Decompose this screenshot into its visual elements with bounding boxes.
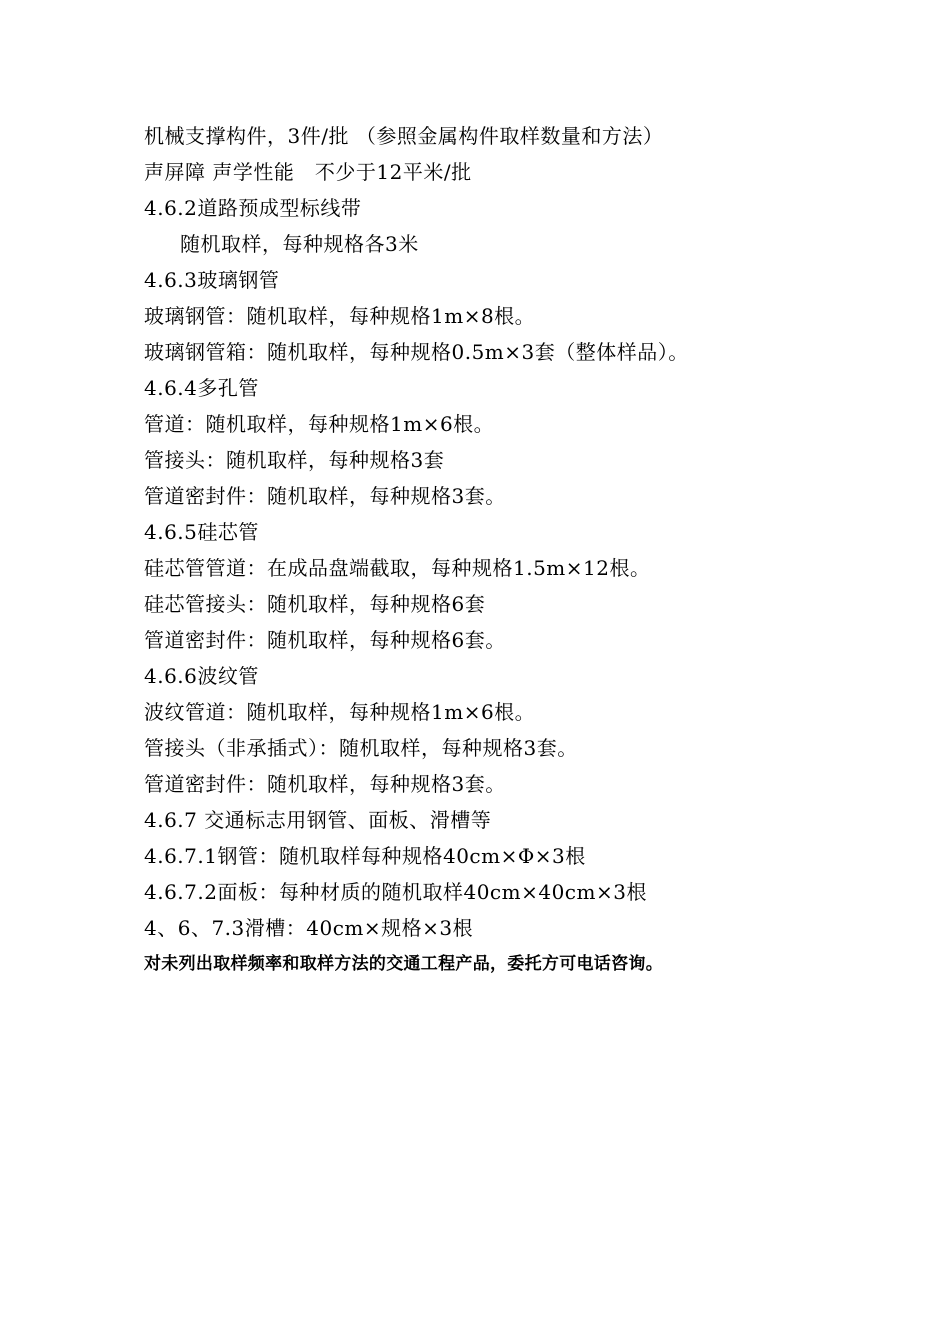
text-line-frp-pipe: 玻璃钢管：随机取样，每种规格1m×8根。: [144, 304, 536, 328]
section-heading-4-6-3: 4.6.3玻璃钢管: [144, 268, 280, 292]
section-heading-4-6-2: 4.6.2道路预成型标线带: [144, 196, 362, 220]
text-line-panel: 4.6.7.2面板：每种材质的随机取样40cm×40cm×3根: [144, 880, 647, 904]
text-line-sound-barrier: 声屏障 声学性能 不少于12平米/批: [144, 160, 472, 184]
text-line-consultation-note: 对未列出取样频率和取样方法的交通工程产品，委托方可电话咨询。: [144, 954, 663, 974]
text-line-steel-pipe: 4.6.7.1钢管：随机取样每种规格40cm×Φ×3根: [144, 844, 586, 868]
text-line-silicon-core-seal: 管道密封件：随机取样，每种规格6套。: [144, 628, 506, 652]
text-line-silicon-core-pipe: 硅芯管管道：在成品盘端截取，每种规格1.5m×12根。: [144, 556, 651, 580]
section-heading-4-6-7: 4.6.7 交通标志用钢管、面板、滑槽等: [144, 808, 492, 832]
text-line-corrugated-pipe: 波纹管道：随机取样，每种规格1m×6根。: [144, 700, 536, 724]
document-body: [144, 118, 904, 982]
section-heading-4-6-6: 4.6.6波纹管: [144, 664, 259, 688]
section-heading-4-6-4: 4.6.4多孔管: [144, 376, 259, 400]
text-line-corrugated-seal: 管道密封件：随机取样，每种规格3套。: [144, 772, 506, 796]
text-line-marking-tape-sampling: 随机取样，每种规格各3米: [180, 232, 419, 256]
text-line-multi-hole-joint: 管接头：随机取样，每种规格3套: [144, 448, 445, 472]
text-line-corrugated-joint: 管接头（非承插式）：随机取样，每种规格3套。: [144, 736, 578, 760]
section-heading-4-6-5: 4.6.5硅芯管: [144, 520, 259, 544]
text-line-silicon-core-joint: 硅芯管接头：随机取样，每种规格6套: [144, 592, 486, 616]
text-line-mechanical-support: 机械支撑构件，3件/批 （参照金属构件取样数量和方法）: [144, 124, 664, 148]
text-line-multi-hole-pipe: 管道：随机取样，每种规格1m×6根。: [144, 412, 495, 436]
text-line-multi-hole-seal: 管道密封件：随机取样，每种规格3套。: [144, 484, 506, 508]
text-line-frp-pipe-box: 玻璃钢管箱：随机取样，每种规格0.5m×3套（整体样品）。: [144, 340, 689, 364]
text-line-slide-channel: 4、6、7.3滑槽：40cm×规格×3根: [144, 916, 474, 940]
